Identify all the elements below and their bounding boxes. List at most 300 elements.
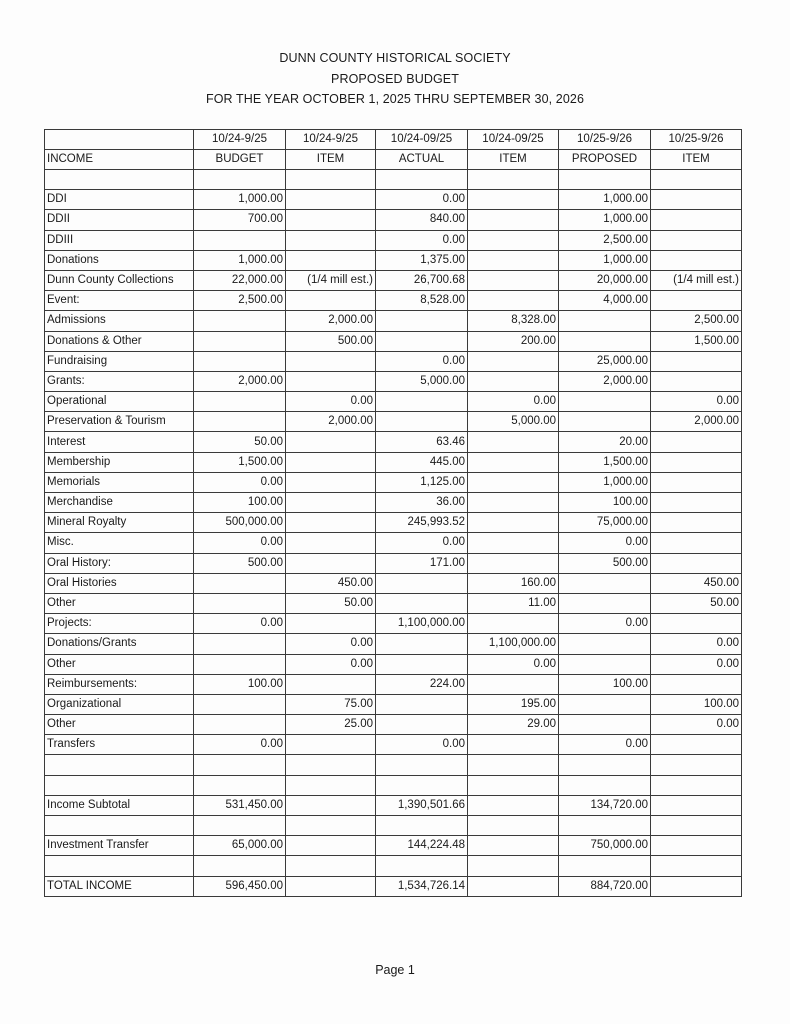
- table-row: [45, 573, 742, 593]
- value-cell: [468, 452, 559, 472]
- value-cell: 1,000.00: [559, 210, 651, 230]
- table-row: [45, 250, 742, 270]
- header-cell-income: INCOME: [45, 150, 194, 170]
- document-title: PROPOSED BUDGET: [331, 71, 459, 86]
- table-row: [45, 836, 742, 856]
- organization-name: DUNN COUNTY HISTORICAL SOCIETY: [279, 51, 511, 65]
- table-row: [45, 533, 742, 553]
- value-cell: 2,500.00: [651, 311, 742, 331]
- value-cell: [559, 593, 651, 613]
- value-cell: 1,125.00: [376, 472, 468, 492]
- row-label: Oral Histories: [45, 573, 194, 593]
- value-cell: 50.00: [286, 593, 376, 613]
- value-cell: 0.00: [194, 533, 286, 553]
- row-label: Donations & Other: [45, 331, 194, 351]
- value-cell: [468, 775, 559, 795]
- row-label: Membership: [45, 452, 194, 472]
- row-label: [45, 816, 194, 836]
- value-cell: [286, 876, 376, 896]
- table-row: [45, 755, 742, 775]
- value-cell: [651, 553, 742, 573]
- value-cell: 0.00: [194, 735, 286, 755]
- value-cell: 0.00: [286, 654, 376, 674]
- row-label: Oral History:: [45, 553, 194, 573]
- value-cell: [468, 816, 559, 836]
- value-cell: 100.00: [559, 674, 651, 694]
- value-cell: 0.00: [559, 735, 651, 755]
- value-cell: 0.00: [651, 392, 742, 412]
- value-cell: 0.00: [376, 230, 468, 250]
- table-row: [45, 715, 742, 735]
- value-cell: 100.00: [194, 674, 286, 694]
- value-cell: 0.00: [559, 614, 651, 634]
- value-cell: [376, 816, 468, 836]
- value-cell: 65,000.00: [194, 836, 286, 856]
- value-cell: 450.00: [651, 573, 742, 593]
- value-cell: [194, 715, 286, 735]
- value-cell: [651, 856, 742, 876]
- value-cell: 0.00: [651, 715, 742, 735]
- value-cell: 26,700.68: [376, 270, 468, 290]
- value-cell: [559, 573, 651, 593]
- table-row: [45, 270, 742, 290]
- value-cell: [194, 755, 286, 775]
- row-label: Donations: [45, 250, 194, 270]
- value-cell: [468, 755, 559, 775]
- value-cell: [468, 836, 559, 856]
- value-cell: 840.00: [376, 210, 468, 230]
- value-cell: [376, 856, 468, 876]
- table-row: [45, 331, 742, 351]
- value-cell: [559, 634, 651, 654]
- value-cell: 0.00: [376, 351, 468, 371]
- value-cell: [286, 533, 376, 553]
- value-cell: 0.00: [286, 634, 376, 654]
- value-cell: 50.00: [651, 593, 742, 613]
- value-cell: 20.00: [559, 432, 651, 452]
- row-label: Other: [45, 593, 194, 613]
- value-cell: [651, 816, 742, 836]
- value-cell: [286, 170, 376, 190]
- value-cell: 134,720.00: [559, 795, 651, 815]
- header-cell: 10/24-9/25: [286, 130, 376, 150]
- value-cell: [651, 351, 742, 371]
- value-cell: [286, 432, 376, 452]
- value-cell: [651, 170, 742, 190]
- value-cell: 160.00: [468, 573, 559, 593]
- value-cell: [194, 331, 286, 351]
- value-cell: [286, 190, 376, 210]
- value-cell: (1/4 mill est.): [286, 270, 376, 290]
- value-cell: [194, 775, 286, 795]
- value-cell: 2,000.00: [194, 371, 286, 391]
- header-cell: 10/24-09/25: [376, 130, 468, 150]
- table-row: [45, 392, 742, 412]
- row-label: DDII: [45, 210, 194, 230]
- table-row: [45, 493, 742, 513]
- value-cell: [651, 493, 742, 513]
- value-cell: 0.00: [194, 614, 286, 634]
- row-label: Preservation & Tourism: [45, 412, 194, 432]
- value-cell: [651, 795, 742, 815]
- value-cell: [286, 674, 376, 694]
- value-cell: 20,000.00: [559, 270, 651, 290]
- value-cell: 0.00: [286, 392, 376, 412]
- table-row: [45, 634, 742, 654]
- value-cell: 0.00: [194, 472, 286, 492]
- value-cell: [468, 513, 559, 533]
- value-cell: [194, 392, 286, 412]
- value-cell: [559, 775, 651, 795]
- table-row: [45, 230, 742, 250]
- value-cell: 2,000.00: [651, 412, 742, 432]
- value-cell: [376, 311, 468, 331]
- value-cell: 2,500.00: [559, 230, 651, 250]
- header-cell: 10/25-9/26: [559, 130, 651, 150]
- value-cell: 4,000.00: [559, 291, 651, 311]
- value-cell: [468, 432, 559, 452]
- value-cell: [651, 250, 742, 270]
- value-cell: 0.00: [468, 392, 559, 412]
- value-cell: 450.00: [286, 573, 376, 593]
- table-row: [45, 614, 742, 634]
- value-cell: [376, 573, 468, 593]
- table-row: [45, 795, 742, 815]
- value-cell: [651, 291, 742, 311]
- row-label: [45, 170, 194, 190]
- value-cell: [286, 856, 376, 876]
- value-cell: [651, 513, 742, 533]
- value-cell: [468, 291, 559, 311]
- value-cell: [194, 816, 286, 836]
- value-cell: [194, 351, 286, 371]
- row-label: Event:: [45, 291, 194, 311]
- value-cell: 5,000.00: [468, 412, 559, 432]
- header-row-type: [45, 150, 742, 170]
- table-row: [45, 190, 742, 210]
- value-cell: 5,000.00: [376, 371, 468, 391]
- value-cell: 1,500.00: [194, 452, 286, 472]
- row-label: Investment Transfer: [45, 836, 194, 856]
- value-cell: 0.00: [376, 190, 468, 210]
- value-cell: [468, 614, 559, 634]
- row-label: TOTAL INCOME: [45, 876, 194, 896]
- row-label: Memorials: [45, 472, 194, 492]
- value-cell: [651, 432, 742, 452]
- value-cell: [194, 654, 286, 674]
- value-cell: 531,450.00: [194, 795, 286, 815]
- value-cell: [468, 472, 559, 492]
- table-row: [45, 856, 742, 876]
- value-cell: [559, 331, 651, 351]
- row-label: Merchandise: [45, 493, 194, 513]
- value-cell: 596,450.00: [194, 876, 286, 896]
- value-cell: [651, 836, 742, 856]
- value-cell: [651, 533, 742, 553]
- header-cell: ITEM: [468, 150, 559, 170]
- value-cell: 8,328.00: [468, 311, 559, 331]
- value-cell: [286, 775, 376, 795]
- value-cell: 1,100,000.00: [468, 634, 559, 654]
- value-cell: 500.00: [286, 331, 376, 351]
- value-cell: [651, 735, 742, 755]
- table-row: [45, 412, 742, 432]
- row-label: DDI: [45, 190, 194, 210]
- row-label: Dunn County Collections: [45, 270, 194, 290]
- table-row: [45, 735, 742, 755]
- value-cell: [651, 190, 742, 210]
- value-cell: [286, 614, 376, 634]
- value-cell: [376, 634, 468, 654]
- value-cell: 11.00: [468, 593, 559, 613]
- table-row: [45, 210, 742, 230]
- value-cell: [376, 331, 468, 351]
- value-cell: 884,720.00: [559, 876, 651, 896]
- value-cell: 25,000.00: [559, 351, 651, 371]
- value-cell: [468, 190, 559, 210]
- value-cell: [286, 291, 376, 311]
- row-label: Grants:: [45, 371, 194, 391]
- row-label: [45, 755, 194, 775]
- value-cell: [651, 371, 742, 391]
- value-cell: 0.00: [468, 654, 559, 674]
- value-cell: [286, 371, 376, 391]
- header-cell: 10/25-9/26: [651, 130, 742, 150]
- value-cell: 195.00: [468, 694, 559, 714]
- value-cell: [651, 614, 742, 634]
- value-cell: 1,390,501.66: [376, 795, 468, 815]
- page-number: Page 1: [375, 963, 415, 977]
- value-cell: 1,500.00: [651, 331, 742, 351]
- value-cell: 0.00: [651, 654, 742, 674]
- value-cell: [559, 392, 651, 412]
- value-cell: [376, 755, 468, 775]
- table-row: [45, 775, 742, 795]
- value-cell: [468, 674, 559, 694]
- value-cell: [559, 694, 651, 714]
- value-cell: 1,500.00: [559, 452, 651, 472]
- value-cell: [286, 250, 376, 270]
- value-cell: [468, 856, 559, 876]
- value-cell: [194, 170, 286, 190]
- value-cell: [468, 735, 559, 755]
- value-cell: 1,000.00: [559, 250, 651, 270]
- value-cell: 2,000.00: [559, 371, 651, 391]
- header-cell: [45, 130, 194, 150]
- row-label: Other: [45, 654, 194, 674]
- value-cell: 224.00: [376, 674, 468, 694]
- row-label: Interest: [45, 432, 194, 452]
- table-row: [45, 311, 742, 331]
- value-cell: 1,000.00: [559, 472, 651, 492]
- value-cell: [286, 836, 376, 856]
- row-label: Income Subtotal: [45, 795, 194, 815]
- row-label: Fundraising: [45, 351, 194, 371]
- value-cell: [376, 694, 468, 714]
- value-cell: [286, 735, 376, 755]
- value-cell: [194, 230, 286, 250]
- value-cell: 445.00: [376, 452, 468, 472]
- value-cell: (1/4 mill est.): [651, 270, 742, 290]
- value-cell: [286, 513, 376, 533]
- table-row: [45, 452, 742, 472]
- table-row: [45, 170, 742, 190]
- value-cell: [376, 593, 468, 613]
- row-label: [45, 856, 194, 876]
- value-cell: [376, 715, 468, 735]
- table-row: [45, 694, 742, 714]
- value-cell: [286, 816, 376, 836]
- value-cell: [468, 270, 559, 290]
- value-cell: 1,000.00: [194, 250, 286, 270]
- header-cell: 10/24-09/25: [468, 130, 559, 150]
- value-cell: 0.00: [376, 533, 468, 553]
- value-cell: [286, 452, 376, 472]
- table-row: [45, 513, 742, 533]
- value-cell: [376, 412, 468, 432]
- value-cell: [468, 553, 559, 573]
- value-cell: [559, 816, 651, 836]
- value-cell: [376, 654, 468, 674]
- value-cell: [651, 230, 742, 250]
- value-cell: 22,000.00: [194, 270, 286, 290]
- value-cell: [468, 533, 559, 553]
- row-label: Projects:: [45, 614, 194, 634]
- budget-table: [44, 129, 742, 897]
- row-label: Operational: [45, 392, 194, 412]
- value-cell: [286, 553, 376, 573]
- value-cell: 200.00: [468, 331, 559, 351]
- value-cell: [468, 250, 559, 270]
- document-title-block: [0, 48, 790, 110]
- row-label: Reimbursements:: [45, 674, 194, 694]
- value-cell: 1,375.00: [376, 250, 468, 270]
- value-cell: 144,224.48: [376, 836, 468, 856]
- value-cell: [559, 311, 651, 331]
- value-cell: [651, 674, 742, 694]
- value-cell: [468, 795, 559, 815]
- value-cell: [286, 351, 376, 371]
- value-cell: 75,000.00: [559, 513, 651, 533]
- table-row: [45, 553, 742, 573]
- value-cell: [194, 856, 286, 876]
- value-cell: 1,000.00: [559, 190, 651, 210]
- value-cell: 1,100,000.00: [376, 614, 468, 634]
- value-cell: [651, 452, 742, 472]
- value-cell: [468, 170, 559, 190]
- value-cell: 100.00: [651, 694, 742, 714]
- value-cell: [559, 856, 651, 876]
- value-cell: [286, 795, 376, 815]
- table-row: [45, 593, 742, 613]
- value-cell: [468, 230, 559, 250]
- value-cell: 0.00: [651, 634, 742, 654]
- value-cell: 1,000.00: [194, 190, 286, 210]
- value-cell: [376, 392, 468, 412]
- value-cell: 750,000.00: [559, 836, 651, 856]
- row-label: Admissions: [45, 311, 194, 331]
- value-cell: [194, 694, 286, 714]
- table-row: [45, 291, 742, 311]
- value-cell: [559, 715, 651, 735]
- value-cell: [468, 493, 559, 513]
- value-cell: [286, 210, 376, 230]
- table-row: [45, 472, 742, 492]
- header-cell: BUDGET: [194, 150, 286, 170]
- value-cell: [286, 472, 376, 492]
- value-cell: [468, 351, 559, 371]
- header-cell: 10/24-9/25: [194, 130, 286, 150]
- value-cell: [286, 493, 376, 513]
- value-cell: 0.00: [559, 533, 651, 553]
- value-cell: 63.46: [376, 432, 468, 452]
- value-cell: 29.00: [468, 715, 559, 735]
- table-row: [45, 351, 742, 371]
- header-row-period: [45, 130, 742, 150]
- value-cell: 500.00: [194, 553, 286, 573]
- value-cell: [468, 876, 559, 896]
- value-cell: [286, 230, 376, 250]
- table-row: [45, 654, 742, 674]
- value-cell: [651, 755, 742, 775]
- value-cell: [376, 775, 468, 795]
- value-cell: [194, 311, 286, 331]
- table-row: [45, 674, 742, 694]
- row-label: Mineral Royalty: [45, 513, 194, 533]
- value-cell: [468, 371, 559, 391]
- value-cell: 36.00: [376, 493, 468, 513]
- value-cell: 171.00: [376, 553, 468, 573]
- table-row: [45, 816, 742, 836]
- value-cell: 2,500.00: [194, 291, 286, 311]
- row-label: Organizational: [45, 694, 194, 714]
- value-cell: 500,000.00: [194, 513, 286, 533]
- value-cell: [376, 170, 468, 190]
- value-cell: 100.00: [194, 493, 286, 513]
- row-label: Misc.: [45, 533, 194, 553]
- header-cell: ITEM: [651, 150, 742, 170]
- value-cell: [651, 210, 742, 230]
- row-label: DDIII: [45, 230, 194, 250]
- value-cell: 500.00: [559, 553, 651, 573]
- header-cell: ITEM: [286, 150, 376, 170]
- row-label: Donations/Grants: [45, 634, 194, 654]
- table-row: [45, 371, 742, 391]
- value-cell: [651, 876, 742, 896]
- value-cell: [194, 593, 286, 613]
- value-cell: [286, 755, 376, 775]
- row-label: Transfers: [45, 735, 194, 755]
- value-cell: [194, 573, 286, 593]
- value-cell: 50.00: [194, 432, 286, 452]
- value-cell: [194, 634, 286, 654]
- value-cell: 245,993.52: [376, 513, 468, 533]
- header-cell: ACTUAL: [376, 150, 468, 170]
- value-cell: [651, 472, 742, 492]
- value-cell: 2,000.00: [286, 412, 376, 432]
- value-cell: [559, 412, 651, 432]
- row-label: [45, 775, 194, 795]
- row-label: Other: [45, 715, 194, 735]
- table-row: [45, 432, 742, 452]
- value-cell: 25.00: [286, 715, 376, 735]
- value-cell: 100.00: [559, 493, 651, 513]
- value-cell: 0.00: [376, 735, 468, 755]
- value-cell: [559, 755, 651, 775]
- value-cell: [559, 654, 651, 674]
- value-cell: 75.00: [286, 694, 376, 714]
- value-cell: [651, 775, 742, 795]
